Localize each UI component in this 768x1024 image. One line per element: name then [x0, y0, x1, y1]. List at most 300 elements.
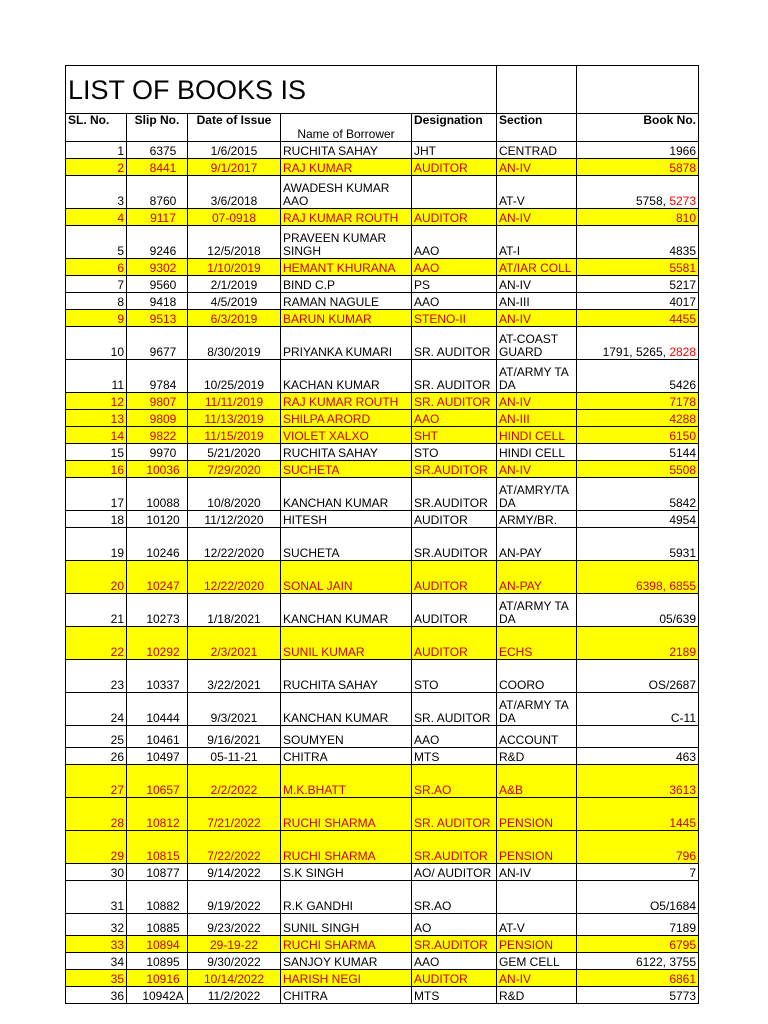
header-slip-no: Slip No. — [127, 114, 188, 142]
book-no-cell — [577, 970, 699, 987]
date-of-issue-cell: 9/16/2021 — [188, 726, 281, 748]
slip-no-cell: 9246 — [127, 226, 188, 259]
borrower-name-cell: PRIYANKA KUMARI — [281, 327, 412, 360]
sl-no-cell: 18 — [66, 511, 127, 528]
table-row — [66, 914, 699, 936]
borrower-name-cell: RAJ KUMAR — [281, 159, 412, 176]
sl-no-cell: 7 — [66, 276, 127, 293]
book-no-cell — [577, 410, 699, 427]
slip-no-cell: 10247 — [127, 561, 188, 594]
section-cell: A&B — [497, 765, 577, 798]
date-of-issue-cell: 12/22/2020 — [188, 561, 281, 594]
slip-no-cell: 10292 — [127, 627, 188, 660]
slip-no-cell: 9302 — [127, 259, 188, 276]
date-of-issue-cell: 11/15/2019 — [188, 427, 281, 444]
table-row — [66, 798, 699, 831]
borrower-name-cell: HARISH NEGI — [281, 970, 412, 987]
table-row — [66, 427, 699, 444]
book-no-value: 05/639 — [659, 612, 697, 626]
section-cell: AT/ARMY TA DA — [497, 594, 577, 627]
sl-no-cell: 19 — [66, 528, 127, 561]
borrower-name-cell: SOUMYEN — [281, 726, 412, 748]
section-cell: PENSION — [497, 831, 577, 864]
book-no-cell — [577, 726, 699, 748]
designation-cell: STO — [412, 660, 497, 693]
book-no-cell — [577, 528, 699, 561]
designation-cell: SR.AUDITOR — [412, 528, 497, 561]
borrower-name-cell: RUCHI SHARMA — [281, 936, 412, 953]
borrower-name-cell: KANCHAN KUMAR — [281, 478, 412, 511]
borrower-name-cell: BARUN KUMAR — [281, 310, 412, 327]
section-cell: PENSION — [497, 798, 577, 831]
section-cell: AN-IV — [497, 970, 577, 987]
sl-no-cell: 34 — [66, 953, 127, 970]
sl-no-cell: 13 — [66, 410, 127, 427]
designation-cell: SR. AUDITOR — [412, 798, 497, 831]
designation-cell: SR.AUDITOR — [412, 461, 497, 478]
section-cell: AN-IV — [497, 310, 577, 327]
designation-cell: AUDITOR — [412, 209, 497, 226]
section-cell: ECHS — [497, 627, 577, 660]
title-blank-cell — [412, 66, 497, 114]
designation-cell: MTS — [412, 748, 497, 765]
table-row — [66, 276, 699, 293]
sheet-title: LIST OF BOOKS IS — [66, 66, 412, 114]
date-of-issue-cell: 9/3/2021 — [188, 693, 281, 726]
borrower-name-cell: SONAL JAIN — [281, 561, 412, 594]
table-row — [66, 881, 699, 914]
borrower-name-cell: PRAVEEN KUMAR SINGH — [281, 226, 412, 259]
borrower-name-cell: RUCHITA SAHAY — [281, 660, 412, 693]
designation-cell: SR. AUDITOR — [412, 693, 497, 726]
book-no-value: 5878 — [669, 161, 697, 175]
designation-cell: SR.AO — [412, 765, 497, 798]
book-no-cell — [577, 461, 699, 478]
sl-no-cell: 1 — [66, 142, 127, 159]
sl-no-cell: 29 — [66, 831, 127, 864]
book-no-cell — [577, 159, 699, 176]
borrower-name-cell: RAMAN NAGULE — [281, 293, 412, 310]
designation-cell: AAO — [412, 726, 497, 748]
table-row — [66, 209, 699, 226]
date-of-issue-cell: 8/30/2019 — [188, 327, 281, 360]
slip-no-cell: 10337 — [127, 660, 188, 693]
slip-no-cell: 10885 — [127, 914, 188, 936]
book-no-cell — [577, 953, 699, 970]
table-row — [66, 627, 699, 660]
section-cell: ARMY/BR. — [497, 511, 577, 528]
slip-no-cell: 6375 — [127, 142, 188, 159]
book-no-cell — [577, 276, 699, 293]
section-cell: AT/ARMY TA DA — [497, 360, 577, 393]
book-no-value: 4288 — [669, 412, 697, 426]
book-no-value: 1791, 5265, — [602, 345, 670, 359]
table-row — [66, 159, 699, 176]
date-of-issue-cell: 9/30/2022 — [188, 953, 281, 970]
book-no-cell — [577, 627, 699, 660]
designation-cell: SR. AUDITOR — [412, 360, 497, 393]
sl-no-cell: 8 — [66, 293, 127, 310]
sl-no-cell: 33 — [66, 936, 127, 953]
date-of-issue-cell: 1/18/2021 — [188, 594, 281, 627]
book-no-value: 4017 — [669, 295, 697, 309]
book-no-cell — [577, 478, 699, 511]
sl-no-cell: 14 — [66, 427, 127, 444]
table-row — [66, 478, 699, 511]
section-cell: AN-IV — [497, 864, 577, 881]
book-no-value: 7178 — [669, 395, 697, 409]
designation-cell: SR. AUDITOR — [412, 393, 497, 410]
section-cell: COORO — [497, 660, 577, 693]
borrower-name-cell: R.K GANDHI — [281, 881, 412, 914]
date-of-issue-cell: 6/3/2019 — [188, 310, 281, 327]
table-row — [66, 748, 699, 765]
book-no-cell — [577, 226, 699, 259]
borrower-name-cell: SHILPA ARORD — [281, 410, 412, 427]
table-row — [66, 831, 699, 864]
table-row — [66, 936, 699, 953]
designation-cell: SR.AUDITOR — [412, 831, 497, 864]
designation-cell: AO/ AUDITOR — [412, 864, 497, 881]
date-of-issue-cell: 2/2/2022 — [188, 765, 281, 798]
slip-no-cell: 10120 — [127, 511, 188, 528]
slip-no-cell: 9970 — [127, 444, 188, 461]
book-no-cell — [577, 936, 699, 953]
date-of-issue-cell: 9/23/2022 — [188, 914, 281, 936]
date-of-issue-cell: 11/12/2020 — [188, 511, 281, 528]
sl-no-cell: 6 — [66, 259, 127, 276]
table-row — [66, 511, 699, 528]
book-no-cell — [577, 914, 699, 936]
table-row — [66, 987, 699, 1004]
borrower-name-cell: SUNIL KUMAR — [281, 627, 412, 660]
slip-no-cell: 9560 — [127, 276, 188, 293]
book-no-value: 5758, — [635, 194, 670, 208]
date-of-issue-cell: 7/21/2022 — [188, 798, 281, 831]
slip-no-cell: 10916 — [127, 970, 188, 987]
slip-no-cell: 10444 — [127, 693, 188, 726]
borrower-name-cell: RUCHI SHARMA — [281, 798, 412, 831]
borrower-name-cell: VIOLET XALXO — [281, 427, 412, 444]
sl-no-cell: 24 — [66, 693, 127, 726]
designation-cell: JHT — [412, 142, 497, 159]
section-cell: AN-PAY — [497, 561, 577, 594]
table-row — [66, 142, 699, 159]
date-of-issue-cell: 9/1/2017 — [188, 159, 281, 176]
header-date-of-issue: Date of Issue — [188, 114, 281, 142]
book-no-value: 463 — [675, 750, 697, 764]
designation-cell: SR.AO — [412, 881, 497, 914]
slip-no-cell: 9117 — [127, 209, 188, 226]
table-row — [66, 461, 699, 478]
book-no-value: 6398, 6855 — [635, 579, 697, 593]
sl-no-cell: 9 — [66, 310, 127, 327]
book-no-cell — [577, 864, 699, 881]
borrower-name-cell: KANCHAN KUMAR — [281, 594, 412, 627]
date-of-issue-cell: 3/6/2018 — [188, 176, 281, 209]
table-row — [66, 970, 699, 987]
designation-cell: AUDITOR — [412, 511, 497, 528]
section-cell: HINDI CELL — [497, 427, 577, 444]
designation-cell: AUDITOR — [412, 594, 497, 627]
borrower-name-cell: CHITRA — [281, 987, 412, 1004]
section-cell: PENSION — [497, 936, 577, 953]
table-row — [66, 293, 699, 310]
borrower-name-cell: KACHAN KUMAR — [281, 360, 412, 393]
slip-no-cell: 10657 — [127, 765, 188, 798]
book-no-cell — [577, 765, 699, 798]
book-no-cell — [577, 987, 699, 1004]
designation-cell: AUDITOR — [412, 627, 497, 660]
book-no-cell — [577, 360, 699, 393]
book-no-value: 6795 — [669, 938, 697, 952]
section-cell — [497, 881, 577, 914]
borrower-name-cell: SUCHETA — [281, 528, 412, 561]
book-no-value: 5931 — [669, 546, 697, 560]
section-cell: AN-IV — [497, 276, 577, 293]
sl-no-cell: 28 — [66, 798, 127, 831]
book-no-cell — [577, 393, 699, 410]
slip-no-cell: 10895 — [127, 953, 188, 970]
borrower-name-cell: SUCHETA — [281, 461, 412, 478]
date-of-issue-cell: 10/14/2022 — [188, 970, 281, 987]
table-row — [66, 310, 699, 327]
slip-no-cell: 10497 — [127, 748, 188, 765]
book-no-value: 3613 — [669, 783, 697, 797]
slip-no-cell: 9513 — [127, 310, 188, 327]
sl-no-cell: 32 — [66, 914, 127, 936]
sl-no-cell: 3 — [66, 176, 127, 209]
book-no-value: 5842 — [669, 496, 697, 510]
borrower-name-cell: RUCHITA SAHAY — [281, 142, 412, 159]
date-of-issue-cell: 11/11/2019 — [188, 393, 281, 410]
section-cell: AT-COAST GUARD — [497, 327, 577, 360]
date-of-issue-cell: 7/22/2022 — [188, 831, 281, 864]
designation-cell: AUDITOR — [412, 970, 497, 987]
book-no-value: 6150 — [669, 429, 697, 443]
book-no-cell — [577, 310, 699, 327]
sl-no-cell: 5 — [66, 226, 127, 259]
header-section: Section — [497, 114, 577, 142]
section-cell: GEM CELL — [497, 953, 577, 970]
slip-no-cell: 9677 — [127, 327, 188, 360]
book-no-value: 1445 — [669, 816, 697, 830]
book-no-value: 4835 — [669, 244, 697, 258]
book-no-cell — [577, 176, 699, 209]
designation-cell: AAO — [412, 953, 497, 970]
slip-no-cell: 10273 — [127, 594, 188, 627]
table-row — [66, 953, 699, 970]
book-no-value: 5508 — [669, 463, 697, 477]
section-cell: AN-IV — [497, 393, 577, 410]
book-no-cell — [577, 259, 699, 276]
date-of-issue-cell: 3/22/2021 — [188, 660, 281, 693]
borrower-name-cell: BIND C.P — [281, 276, 412, 293]
borrower-name-cell: KANCHAN KUMAR — [281, 693, 412, 726]
sl-no-cell: 15 — [66, 444, 127, 461]
section-cell: R&D — [497, 748, 577, 765]
table-row — [66, 259, 699, 276]
slip-no-cell: 10812 — [127, 798, 188, 831]
sl-no-cell: 36 — [66, 987, 127, 1004]
table-row — [66, 528, 699, 561]
book-no-cell — [577, 327, 699, 360]
sl-no-cell: 35 — [66, 970, 127, 987]
sl-no-cell: 31 — [66, 881, 127, 914]
slip-no-cell: 9784 — [127, 360, 188, 393]
book-no-cell — [577, 444, 699, 461]
designation-cell — [412, 176, 497, 209]
designation-cell: SHT — [412, 427, 497, 444]
date-of-issue-cell: 07-0918 — [188, 209, 281, 226]
book-no-value: 6861 — [669, 972, 697, 986]
date-of-issue-cell: 2/3/2021 — [188, 627, 281, 660]
table-row — [66, 561, 699, 594]
book-no-value: 5581 — [669, 261, 697, 275]
slip-no-cell: 10461 — [127, 726, 188, 748]
borrower-name-cell: CHITRA — [281, 748, 412, 765]
sl-no-cell: 10 — [66, 327, 127, 360]
designation-cell: PS — [412, 276, 497, 293]
header-designation: Designation — [412, 114, 497, 142]
borrower-name-cell: SANJOY KUMAR — [281, 953, 412, 970]
borrower-name-cell: SUNIL SINGH — [281, 914, 412, 936]
sl-no-cell: 20 — [66, 561, 127, 594]
book-no-cell — [577, 831, 699, 864]
book-no-value: 4455 — [669, 312, 697, 326]
borrower-name-cell: S.K SINGH — [281, 864, 412, 881]
book-no-value: 2189 — [669, 645, 697, 659]
book-no-value: OS/2687 — [648, 678, 697, 692]
slip-no-cell: 9418 — [127, 293, 188, 310]
section-cell: AT/IAR COLL — [497, 259, 577, 276]
book-no-value: 1966 — [669, 144, 697, 158]
sl-no-cell: 2 — [66, 159, 127, 176]
slip-no-cell: 8441 — [127, 159, 188, 176]
title-blank-cell — [497, 66, 577, 114]
date-of-issue-cell: 05-11-21 — [188, 748, 281, 765]
book-no-value: 6122, 3755 — [635, 955, 697, 969]
table-row — [66, 176, 699, 209]
section-cell: CENTRAD — [497, 142, 577, 159]
sl-no-cell: 17 — [66, 478, 127, 511]
date-of-issue-cell: 2/1/2019 — [188, 276, 281, 293]
section-cell: AT/ARMY TA DA — [497, 693, 577, 726]
slip-no-cell: 10942A — [127, 987, 188, 1004]
slip-no-cell: 9807 — [127, 393, 188, 410]
designation-cell: SR. AUDITOR — [412, 327, 497, 360]
book-no-cell — [577, 798, 699, 831]
date-of-issue-cell: 5/21/2020 — [188, 444, 281, 461]
table-row — [66, 327, 699, 360]
sl-no-cell: 21 — [66, 594, 127, 627]
date-of-issue-cell: 10/8/2020 — [188, 478, 281, 511]
section-cell: AT-I — [497, 226, 577, 259]
table-row — [66, 660, 699, 693]
sl-no-cell: 23 — [66, 660, 127, 693]
date-of-issue-cell: 11/2/2022 — [188, 987, 281, 1004]
section-cell: ACCOUNT — [497, 726, 577, 748]
header-row — [66, 114, 699, 142]
slip-no-cell: 9822 — [127, 427, 188, 444]
section-cell: AN-PAY — [497, 528, 577, 561]
date-of-issue-cell: 1/10/2019 — [188, 259, 281, 276]
sl-no-cell: 12 — [66, 393, 127, 410]
section-cell: AT-V — [497, 914, 577, 936]
sl-no-cell: 27 — [66, 765, 127, 798]
designation-cell: AO — [412, 914, 497, 936]
designation-cell: MTS — [412, 987, 497, 1004]
section-cell: HINDI CELL — [497, 444, 577, 461]
section-cell: AT/AMRY/TA DA — [497, 478, 577, 511]
designation-cell: AUDITOR — [412, 561, 497, 594]
book-no-cell — [577, 881, 699, 914]
book-no-cell — [577, 594, 699, 627]
section-cell: AN-III — [497, 293, 577, 310]
table-row — [66, 410, 699, 427]
sl-no-cell: 4 — [66, 209, 127, 226]
borrower-name-cell: M.K.BHATT — [281, 765, 412, 798]
table-row — [66, 393, 699, 410]
book-no-value: 5426 — [669, 378, 697, 392]
book-no-cell — [577, 660, 699, 693]
table-row — [66, 594, 699, 627]
date-of-issue-cell: 11/13/2019 — [188, 410, 281, 427]
borrower-name-cell: HITESH — [281, 511, 412, 528]
header-name-of-borrower: Name of Borrower — [281, 114, 412, 142]
book-no-value: 5144 — [669, 446, 697, 460]
slip-no-cell: 10815 — [127, 831, 188, 864]
book-no-red-value: 5273 — [669, 194, 697, 208]
book-no-red-value: 2828 — [669, 345, 697, 359]
book-no-value: C-11 — [670, 711, 697, 725]
book-no-cell — [577, 693, 699, 726]
designation-cell: SR.AUDITOR — [412, 478, 497, 511]
borrower-name-cell: RAJ KUMAR ROUTH — [281, 393, 412, 410]
designation-cell: AAO — [412, 410, 497, 427]
table-row — [66, 226, 699, 259]
designation-cell: AAO — [412, 293, 497, 310]
slip-no-cell: 10882 — [127, 881, 188, 914]
borrower-name-cell: HEMANT KHURANA — [281, 259, 412, 276]
book-no-value: 5773 — [669, 989, 697, 1003]
date-of-issue-cell: 29-19-22 — [188, 936, 281, 953]
table-row — [66, 360, 699, 393]
section-cell: R&D — [497, 987, 577, 1004]
table-row — [66, 726, 699, 748]
book-no-cell — [577, 511, 699, 528]
book-no-cell — [577, 561, 699, 594]
borrower-name-cell: AWADESH KUMAR AAO — [281, 176, 412, 209]
sl-no-cell: 16 — [66, 461, 127, 478]
slip-no-cell: 10894 — [127, 936, 188, 953]
title-blank-cell — [577, 66, 699, 114]
designation-cell: AUDITOR — [412, 159, 497, 176]
date-of-issue-cell: 4/5/2019 — [188, 293, 281, 310]
book-no-cell — [577, 209, 699, 226]
book-no-value: 5217 — [669, 278, 697, 292]
book-no-cell — [577, 748, 699, 765]
sl-no-cell: 22 — [66, 627, 127, 660]
sl-no-cell: 25 — [66, 726, 127, 748]
book-no-value: 810 — [675, 211, 697, 225]
designation-cell: STENO-II — [412, 310, 497, 327]
sl-no-cell: 11 — [66, 360, 127, 393]
book-no-value: 4954 — [669, 513, 697, 527]
header-book-no: Book No. — [577, 114, 699, 142]
header-sl-no: SL. No. — [66, 114, 127, 142]
date-of-issue-cell: 7/29/2020 — [188, 461, 281, 478]
